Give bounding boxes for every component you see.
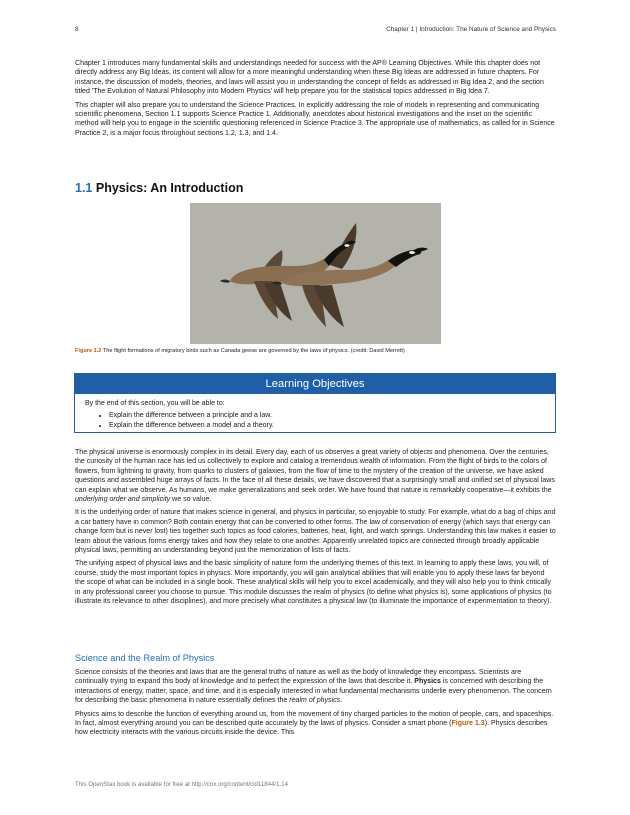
section-body — [75, 448, 556, 611]
intro-paragraph: This chapter will also prepare you to understand the Science Practices. In explicitly addressing the role of models in representing and communicating scientific phenomena, Section 1.1 supports Science Practice 1. Additionally, anecdotes about historical investigations and the inset on the scientific method will help you to engage in the scientific questioning referenced in Science Practice 3. The appropriate use of mathematics, as called for in Science Practice 2, is a major focus throughout sections 1.2, 1.3, and 1.4. — [75, 101, 555, 137]
key-term: Physics — [414, 678, 441, 686]
emphasis-text: underlying order and simplicity — [75, 496, 171, 504]
page-footer: This OpenStax book is available for free at http://cnx.org/content/col11844/1.14 — [75, 781, 288, 788]
running-head: Chapter 1 | Introduction: The Nature of Science and Physics — [386, 26, 556, 33]
figure-caption — [75, 348, 405, 354]
learning-objectives-intro: By the end of this section, you will be able to: — [85, 400, 225, 407]
figure-caption-text: The flight formations of migratory birds such as Canada geese are governed by the laws of physics. (credit: David Merrett) — [102, 348, 405, 354]
body-paragraph: The unifying aspect of physical laws and the basic simplicity of nature form the underlying themes of this text. In learning to apply these laws, you will, of course, study the most important topics in physics. More importantly, you will gain analytical abilities that will enable you to apply these laws far beyond the scope of what can be included in a single book. These analytical skills will help you to excel academically, and they will also help you to think critically in any professional career you choose to pursue. This module discusses the realm of physics (to define what physics is), some applications of physics (to illustrate its relevance to other disciplines), and more precisely what constitutes a physical law (to illuminate the importance of experimentation to theory). — [75, 560, 552, 606]
subsection-title: Science and the Realm of Physics — [75, 653, 215, 663]
figure-label: Figure 1.2 — [75, 348, 102, 354]
learning-objectives-title: Learning Objectives — [75, 374, 555, 394]
section-title-text: Physics: An Introduction — [95, 181, 244, 195]
chapter-intro — [75, 59, 556, 142]
body-paragraph: Physics aims to describe the function of everything around us, from the movement of tiny charged particles to the motion of people, cars, and spaceships. In fact, almost everything around you can be described quite accurately by the laws of physics. Consider a smart phone (Figure 1.3). Physics describes how electricity interacts with the various circuits inside the device. This — [75, 710, 554, 737]
section-title — [75, 181, 243, 195]
subsection-body — [75, 668, 556, 742]
canada-geese-photo — [190, 203, 441, 344]
learning-objectives-box — [74, 373, 556, 433]
page-header — [75, 26, 556, 36]
section-number: 1.1 — [75, 181, 93, 195]
learning-objective-item: • Explain the difference between a principle and a law. — [109, 411, 545, 421]
learning-objective-item: • Explain the difference between a model and a theory. — [109, 421, 545, 431]
page-number: 8 — [75, 26, 79, 33]
body-paragraph: The physical universe is enormously complex in its detail. Every day, each of us observes a great variety of objects and phenomena. Over the centuries, the curiosity of the human race has led us collectively to explore and catalog a tremendous wealth of information. From the flight of birds to the colors of flowers, from lightning to gravity, from quarks to clusters of galaxies, from the flow of time to the mystery of the creation of the universe, we have asked questions and assembled huge arrays of facts. In the face of all these details, we have discovered that a surprisingly small and unified set of physical laws can explain what we observe. As humans, we make generalizations and seek order. We have found that nature is remarkably cooperative—it exhibits the underlying order and simplicity we so value. — [75, 449, 555, 504]
body-paragraph: Science consists of the theories and laws that are the general truths of nature as well as the body of knowledge they encompass. Scientists are continually trying to expand this body of knowledge and to perfect the expression of the laws that describe it. Physics is concerned with describing the interactions of energy, matter, space, and time, and it is especially interested in what fundamental mechanisms underlie every phenomenon. The concern for describing the basic phenomena in nature essentially defines the realm of physics. — [75, 669, 552, 705]
intro-paragraph: Chapter 1 introduces many fundamental skills and understandings needed for success with the AP® Learning Objectives. While this chapter does not directly address any Big Ideas, its content will allow for a more meaningful understanding when these Big Ideas are addressed in future chapters. For instance, the discussion of models, theories, and laws will assist you in understanding the concept of fields as addressed in Big Idea 2, and the section titled 'The Evolution of Natural Philosophy into Modern Physics' will help prepare you for the statistical topics addressed in Big Idea 7. — [75, 60, 544, 96]
figure-reference-link[interactable]: Figure 1.3 — [451, 720, 485, 728]
emphasis-text: realm of physics — [289, 697, 341, 705]
body-paragraph: It is the underlying order of nature that makes science in general, and physics in particular, so enjoyable to study. For example, what do a bag of chips and a car battery have in common? Both contain energy that can be converted to other forms. The law of conservation of energy (which says that energy can change form but is never lost) ties together such topics as food calories, batteries, heat, light, and watch springs. Understanding this law makes it easier to learn about the various forms energy takes and how they relate to one another. Apparently unrelated topics are connected through broadly applicable physical laws, permitting an understanding beyond just the memorization of lists of facts. — [75, 509, 556, 555]
learning-objectives-list — [109, 411, 545, 430]
